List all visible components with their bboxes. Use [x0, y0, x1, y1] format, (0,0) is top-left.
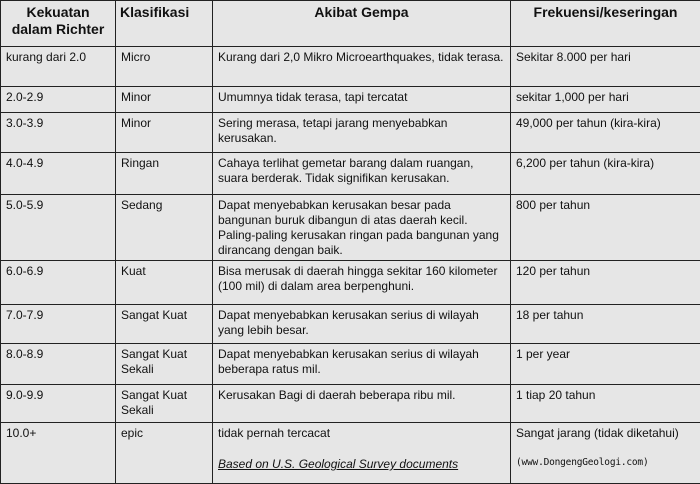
cell-effect: Dapat menyebabkan kerusakan serius di wilayah yang lebih besar.	[213, 305, 511, 344]
header-frequency: Frekuensi/keseringan	[511, 1, 700, 47]
cell-effect: Dapat menyebabkan kerusakan serius di wilayah beberapa ratus mil.	[213, 344, 511, 385]
cell-magnitude: 3.0-3.9	[1, 113, 116, 153]
cell-magnitude: 10.0+	[1, 423, 116, 484]
header-row	[1, 1, 700, 47]
cell-effect: Dapat menyebabkan kerusakan besar pada bangunan buruk dibangun di atas daerah kecil. Paling-paling kerusakan ringan pada bangunan yang dirancang dengan baik.	[213, 195, 511, 261]
table-row	[1, 47, 700, 87]
header-magnitude: Kekuatan dalam Richter	[1, 1, 116, 47]
table-row	[1, 113, 700, 153]
cell-frequency-text: Sangat jarang (tidak diketahui)	[516, 426, 679, 440]
cell-magnitude: kurang dari 2.0	[1, 47, 116, 87]
cell-frequency: 800 per tahun	[511, 195, 700, 261]
cell-magnitude: 4.0-4.9	[1, 153, 116, 195]
table-row	[1, 87, 700, 113]
cell-magnitude: 8.0-8.9	[1, 344, 116, 385]
cell-frequency: 1 tiap 20 tahun	[511, 385, 700, 423]
source-note: Based on U.S. Geological Survey documents	[218, 457, 459, 471]
cell-magnitude: 2.0-2.9	[1, 87, 116, 113]
cell-frequency: 1 per year	[511, 344, 700, 385]
header-classification: Klasifikasi	[116, 1, 213, 47]
cell-magnitude: 7.0-7.9	[1, 305, 116, 344]
cell-effect: Kurang dari 2,0 Mikro Microearthquakes, tidak terasa.	[213, 47, 511, 87]
cell-effect	[213, 423, 511, 484]
cell-magnitude: 9.0-9.9	[1, 385, 116, 423]
cell-classification: Minor	[116, 87, 213, 113]
cell-magnitude: 6.0-6.9	[1, 261, 116, 305]
cell-classification: Sangat Kuat Sekali	[116, 344, 213, 385]
cell-effect: Bisa merusak di daerah hingga sekitar 160 kilometer (100 mil) di dalam area berpenghuni.	[213, 261, 511, 305]
cell-effect: Cahaya terlihat gemetar barang dalam ruangan, suara berderak. Tidak signifikan kerusakan.	[213, 153, 511, 195]
table-row	[1, 344, 700, 385]
cell-classification: Sedang	[116, 195, 213, 261]
table-row	[1, 261, 700, 305]
cell-effect-text: tidak pernah tercacat	[218, 426, 331, 440]
header-effect: Akibat Gempa	[213, 1, 511, 47]
cell-classification: Sangat Kuat	[116, 305, 213, 344]
cell-frequency: 6,200 per tahun (kira-kira)	[511, 153, 700, 195]
table-row	[1, 385, 700, 423]
cell-classification: Ringan	[116, 153, 213, 195]
table-row	[1, 153, 700, 195]
cell-frequency: 18 per tahun	[511, 305, 700, 344]
website-credit: (www.DongengGeologi.com)	[516, 457, 649, 468]
cell-classification: Minor	[116, 113, 213, 153]
cell-classification: Sangat Kuat Sekali	[116, 385, 213, 423]
cell-frequency: 49,000 per tahun (kira-kira)	[511, 113, 700, 153]
cell-frequency: Sekitar 8.000 per hari	[511, 47, 700, 87]
cell-effect: Umumnya tidak terasa, tapi tercatat	[213, 87, 511, 113]
cell-classification: Kuat	[116, 261, 213, 305]
cell-frequency: 120 per tahun	[511, 261, 700, 305]
cell-effect: Kerusakan Bagi di daerah beberapa ribu mil.	[213, 385, 511, 423]
cell-magnitude: 5.0-5.9	[1, 195, 116, 261]
table-row	[1, 423, 700, 484]
table-row	[1, 305, 700, 344]
cell-frequency: sekitar 1,000 per hari	[511, 87, 700, 113]
cell-effect: Sering merasa, tetapi jarang menyebabkan kerusakan.	[213, 113, 511, 153]
cell-classification: Micro	[116, 47, 213, 87]
cell-classification: epic	[116, 423, 213, 484]
cell-frequency	[511, 423, 700, 484]
table-row	[1, 195, 700, 261]
